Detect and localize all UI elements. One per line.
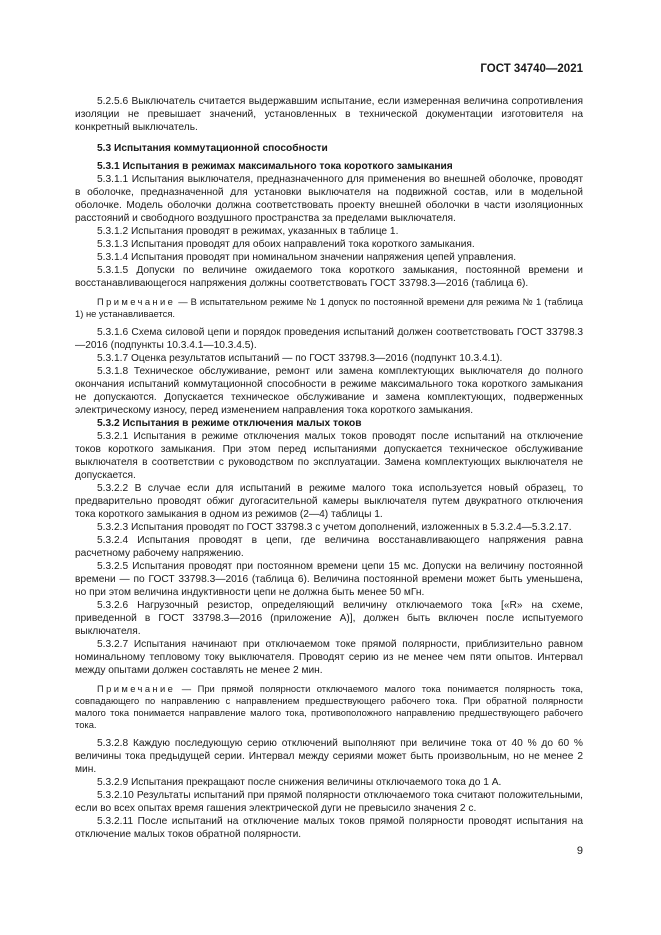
paragraph: 5.3.2.1 Испытания в режиме отключения малых токов проводят после испытаний на отключение токов короткого замыкания. При этом перед испытаниями допускается техническое обслуживание выключателя в соответствии с руководством по эксплуатации. Замена комплектующих выключателя не допускается. bbox=[75, 431, 583, 481]
paragraph: 5.3.1.5 Допуски по величине ожидаемого тока короткого замыкания, постоянной времени и восстанавливающегося напряжения должны соответствовать ГОСТ 33798.3—2016 (таблица 6). bbox=[75, 265, 583, 289]
note-text: — В испытательном режиме № 1 допуск по постоянной времени для режима № 1 (таблица 1) не устанавливается. bbox=[75, 296, 583, 319]
document-header: ГОСТ 34740—2021 bbox=[480, 63, 583, 75]
subsection-heading: 5.3.1 Испытания в режимах максимального тока короткого замыкания bbox=[97, 161, 453, 172]
paragraph: 5.3.1.7 Оценка результатов испытаний — по ГОСТ 33798.3—2016 (подпункт 10.3.4.1). bbox=[97, 353, 503, 364]
paragraph: 5.3.2.11 После испытаний на отключение малых токов прямой полярности проводят испытания на отключение малых токов обратной полярности. bbox=[75, 816, 583, 840]
paragraph: 5.3.2.5 Испытания проводят при постоянном времени цепи 15 мс. Допуски на величину постоянной времени — по ГОСТ 33798.3—2016 (таблица 6). Величина постоянной времени может быть уменьшена, но при этом величина индуктивности цепи не должна быть менее 50 мГн. bbox=[75, 561, 583, 598]
section-heading: 5.3 Испытания коммутационной способности bbox=[97, 143, 328, 154]
note-text: — При прямой полярности отключаемого малого тока понимается полярность тока, совпадающего по направлению с направлением предшествующего рабочего тока. При обратной полярности малого тока понимается направление малого тока, противоположного направлению предшествующего рабочего тока. bbox=[75, 683, 583, 730]
document-body bbox=[75, 95, 583, 841]
paragraph: 5.3.2.3 Испытания проводят по ГОСТ 33798.3 с учетом дополнений, изложенных в 5.3.2.4—5.3.2.17. bbox=[97, 522, 572, 533]
paragraph: 5.3.2.9 Испытания прекращают после снижения величины отключаемого тока до 1 А. bbox=[97, 777, 502, 788]
paragraph: 5.2.5.6 Выключатель считается выдержавшим испытание, если измеренная величина сопротивления изоляции не превышает значений, установленных в технической документации изготовителя на конкретный выключатель. bbox=[75, 96, 583, 133]
paragraph: 5.3.2.7 Испытания начинают при отключаемом токе прямой полярности, приблизительно равном номинальному тепловому току выключателя. Проводят серию из не менее чем пяти опытов. Интервал между опытами должен составлять не менее 2 мин. bbox=[75, 639, 583, 676]
paragraph: 5.3.2.10 Результаты испытаний при прямой полярности отключаемого тока считают положительными, если во всех опытах время гашения электрической дуги не превысило значения 2 с. bbox=[75, 790, 583, 814]
paragraph: 5.3.2.8 Каждую последующую серию отключений выполняют при величине тока от 40 % до 60 % величины тока предыдущей серии. Интервал между сериями может быть произвольным, но не менее 2 мин. bbox=[75, 738, 583, 775]
paragraph: 5.3.2.2 В случае если для испытаний в режиме малого тока используется новый образец, то предварительно проводят обжиг дугогасительной камеры выключателя путем двукратного отключения тока короткого замыкания в одном из режимов (2—4) таблицы 1. bbox=[75, 483, 583, 520]
paragraph: 5.3.1.6 Схема силовой цепи и порядок проведения испытаний должен соответствовать ГОСТ 33798.3—2016 (подпункты 10.3.4.1—10.3.4.5). bbox=[75, 327, 583, 351]
paragraph: 5.3.1.2 Испытания проводят в режимах, указанных в таблице 1. bbox=[97, 226, 399, 237]
note bbox=[75, 296, 583, 320]
paragraph: 5.3.2.4 Испытания проводят в цепи, где величина восстанавливающего напряжения равна расчетному рабочему напряжению. bbox=[75, 535, 583, 559]
paragraph: 5.3.1.8 Техническое обслуживание, ремонт или замена комплектующих выключателя до полного окончания испытаний коммутационной способности в режиме максимального тока короткого замыкания не допускаются. Допускается техническое обслуживание и замена комплектующих, подверженных электрическому износу, перед изменением направления тока короткого замыкания. bbox=[75, 366, 583, 416]
note bbox=[75, 683, 583, 731]
paragraph: 5.3.1.4 Испытания проводят при номинальном значении напряжения цепей управления. bbox=[97, 252, 517, 263]
note-label: Примечание bbox=[97, 296, 176, 307]
paragraph: 5.3.1.3 Испытания проводят для обоих направлений тока короткого замыкания. bbox=[97, 239, 475, 250]
paragraph: 5.3.1.1 Испытания выключателя, предназначенного для применения во внешней оболочке, проводят в оболочке, предназначенной для установки выключателя на подвижной состав, или в модельной оболочке. Модель оболочки должна соответствовать проекту внешней оболочки в части изоляционных расстояний и свободного воздушного пространства за пределами выключателя. bbox=[75, 174, 583, 224]
page-number: 9 bbox=[576, 845, 583, 857]
subsection-heading: 5.3.2 Испытания в режиме отключения малых токов bbox=[97, 418, 362, 429]
paragraph: 5.3.2.6 Нагрузочный резистор, определяющий величину отключаемого тока [«R» на схеме, приведенной в ГОСТ 33798.3—2016 (приложение А)], должен быть включен после испытуемого выключателя. bbox=[75, 600, 583, 637]
note-label: Примечание bbox=[97, 683, 176, 694]
